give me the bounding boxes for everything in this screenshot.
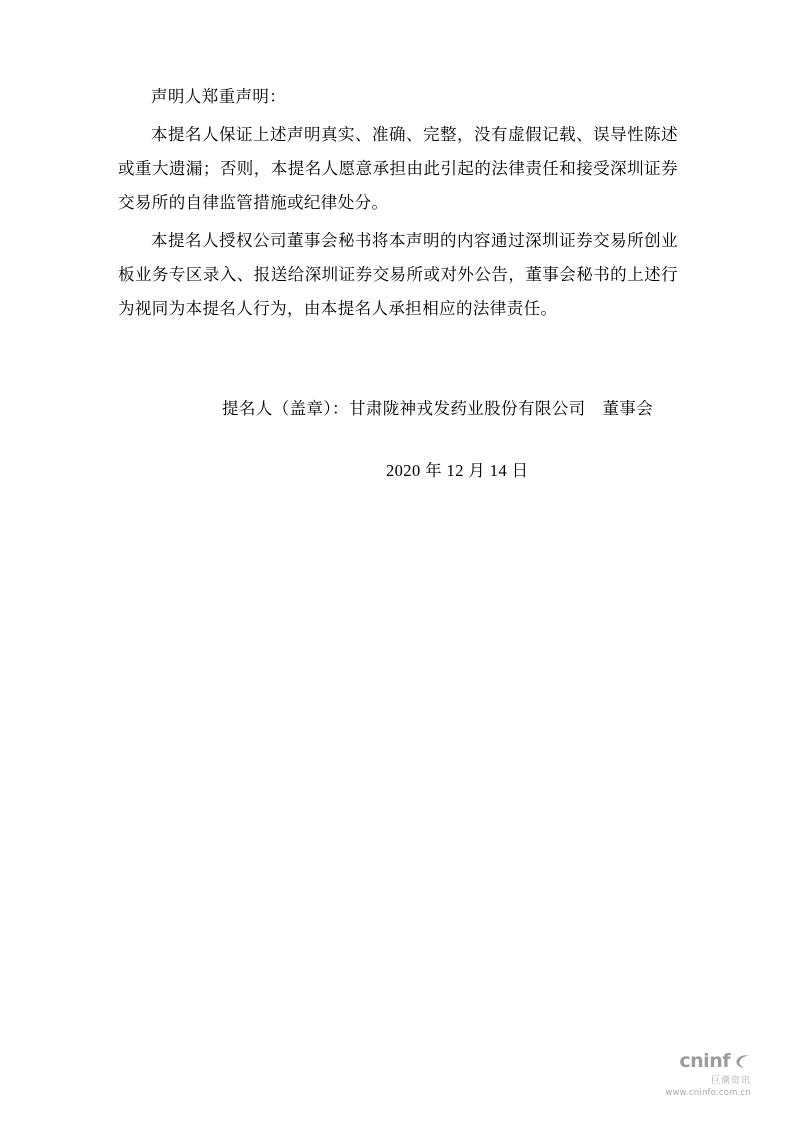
cninfo-logo-row	[665, 1050, 751, 1072]
paragraph-authorization-statement: 本提名人授权公司董事会秘书将本声明的内容通过深圳证券交易所创业板业务专区录入、报送给深圳证券交易所或对外公告，董事会秘书的上述行为视同为本提名人行为，由本提名人承担相应的法律责任。	[118, 231, 678, 318]
document-body	[118, 80, 678, 488]
cninfo-logo-cn: 巨潮资讯	[710, 1075, 751, 1085]
paragraph-declaration-intro: 声明人郑重声明：	[151, 87, 287, 106]
signature-line: 提名人（盖章）：甘肃陇神戎发药业股份有限公司 董事会	[222, 399, 654, 418]
paragraph-accuracy-statement: 本提名人保证上述声明真实、准确、完整，没有虚假记载、误导性陈述或重大遗漏；否则，本提名人愿意承担由此引起的法律责任和接受深圳证券交易所的自律监管措施或纪律处分。	[118, 125, 678, 212]
cninfo-logo-text: cninf	[679, 1050, 730, 1072]
signature-block	[118, 392, 678, 488]
cninfo-watermark	[665, 1050, 751, 1098]
cninfo-swoosh-icon	[734, 1053, 751, 1070]
cninfo-logo-url: www.cninfo.com.cn	[665, 1088, 751, 1098]
signature-date: 2020 年 12 月 14 日	[386, 461, 529, 480]
